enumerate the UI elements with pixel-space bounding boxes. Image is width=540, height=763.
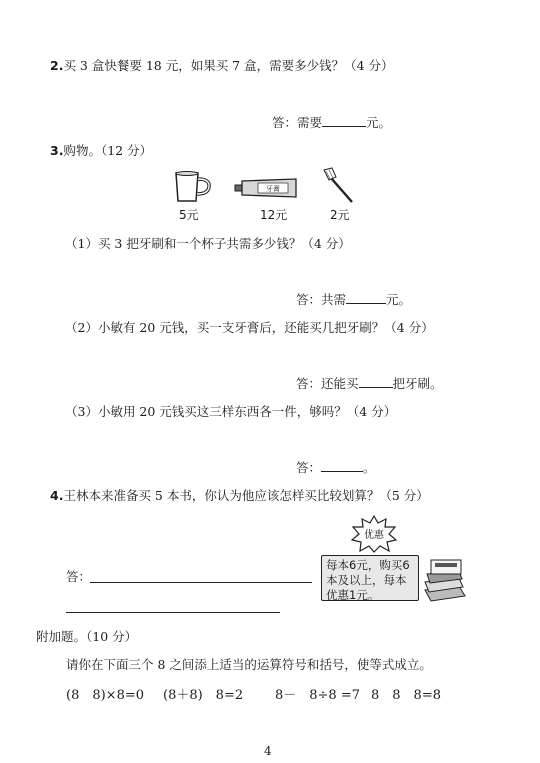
bonus-title: 附加题。（10 分） <box>36 629 138 644</box>
question-text: 买 3 盒快餐要 18 元，如果买 7 盒，需要多少钱？（4 分） <box>63 58 394 73</box>
question-2 <box>50 56 394 74</box>
answer-prefix: 答：需要 <box>272 115 323 130</box>
bonus-instruction: 请你在下面三个 8 之间添上适当的运算符号和括号，使等式成立。 <box>66 657 432 672</box>
answer-blank[interactable] <box>346 291 386 304</box>
badge-text: 优惠 <box>364 530 384 541</box>
answer-suffix: 元。 <box>386 292 412 307</box>
discount-badge <box>351 515 397 553</box>
toothpaste-icon <box>232 176 300 200</box>
answer-line-q4-1[interactable] <box>90 582 312 583</box>
question-3-sub-1: （1）买 3 把牙刷和一个杯子共需多少钱？（4 分） <box>65 236 351 251</box>
toothbrush-icon <box>322 166 358 206</box>
answer-prefix: 答： <box>296 460 322 475</box>
equation: (8 8)×8=0 <box>66 688 145 703</box>
cup-icon <box>170 170 214 204</box>
answer-blank[interactable] <box>321 459 363 472</box>
answer-suffix: 把牙刷。 <box>392 376 443 391</box>
equation: (8＋8) 8=2 <box>163 688 244 703</box>
price-toothbrush: 2元 <box>330 208 350 222</box>
question-3-title <box>50 141 152 159</box>
answer-line-q3-2 <box>296 374 443 392</box>
page-number: 4 <box>264 744 272 758</box>
question-text: 王林本来准备买 5 本书，你认为他应该怎样买比较划算？（5 分） <box>63 488 429 503</box>
answer-line-q2 <box>272 113 391 131</box>
question-text: 购物。（12 分） <box>63 143 153 158</box>
question-4 <box>50 486 429 504</box>
equation: 8 8 8=8 <box>371 688 441 703</box>
price-cup: 5元 <box>179 208 199 222</box>
answer-blank[interactable] <box>322 114 366 127</box>
question-3-sub-2: （2）小敏有 20 元钱，买一支牙膏后，还能买几把牙刷？（4 分） <box>65 320 434 335</box>
equation: 8－ 8÷8 =7 <box>275 688 361 703</box>
question-number: 4. <box>50 488 64 503</box>
question-number: 3. <box>50 143 64 158</box>
books-icon <box>421 556 469 604</box>
toothpaste-label: 牙膏 <box>266 185 280 193</box>
answer-prefix-q4: 答： <box>66 569 92 584</box>
promo-box: 每本6元，购买6本及以上，每本优惠1元。 <box>321 555 419 601</box>
question-number: 2. <box>50 58 64 73</box>
answer-blank[interactable] <box>359 375 393 388</box>
question-3-sub-3: （3）小敏用 20 元钱买这三样东西各一件，够吗？（4 分） <box>65 404 397 419</box>
answer-line-q3-1 <box>296 290 411 308</box>
answer-prefix: 答：还能买 <box>296 376 359 391</box>
answer-suffix: 。 <box>363 460 376 475</box>
answer-suffix: 元。 <box>366 115 392 130</box>
answer-line-q3-3 <box>296 458 376 476</box>
answer-line-q4-2[interactable] <box>66 612 280 613</box>
price-toothpaste: 12元 <box>260 208 288 222</box>
answer-prefix: 答：共需 <box>296 292 347 307</box>
